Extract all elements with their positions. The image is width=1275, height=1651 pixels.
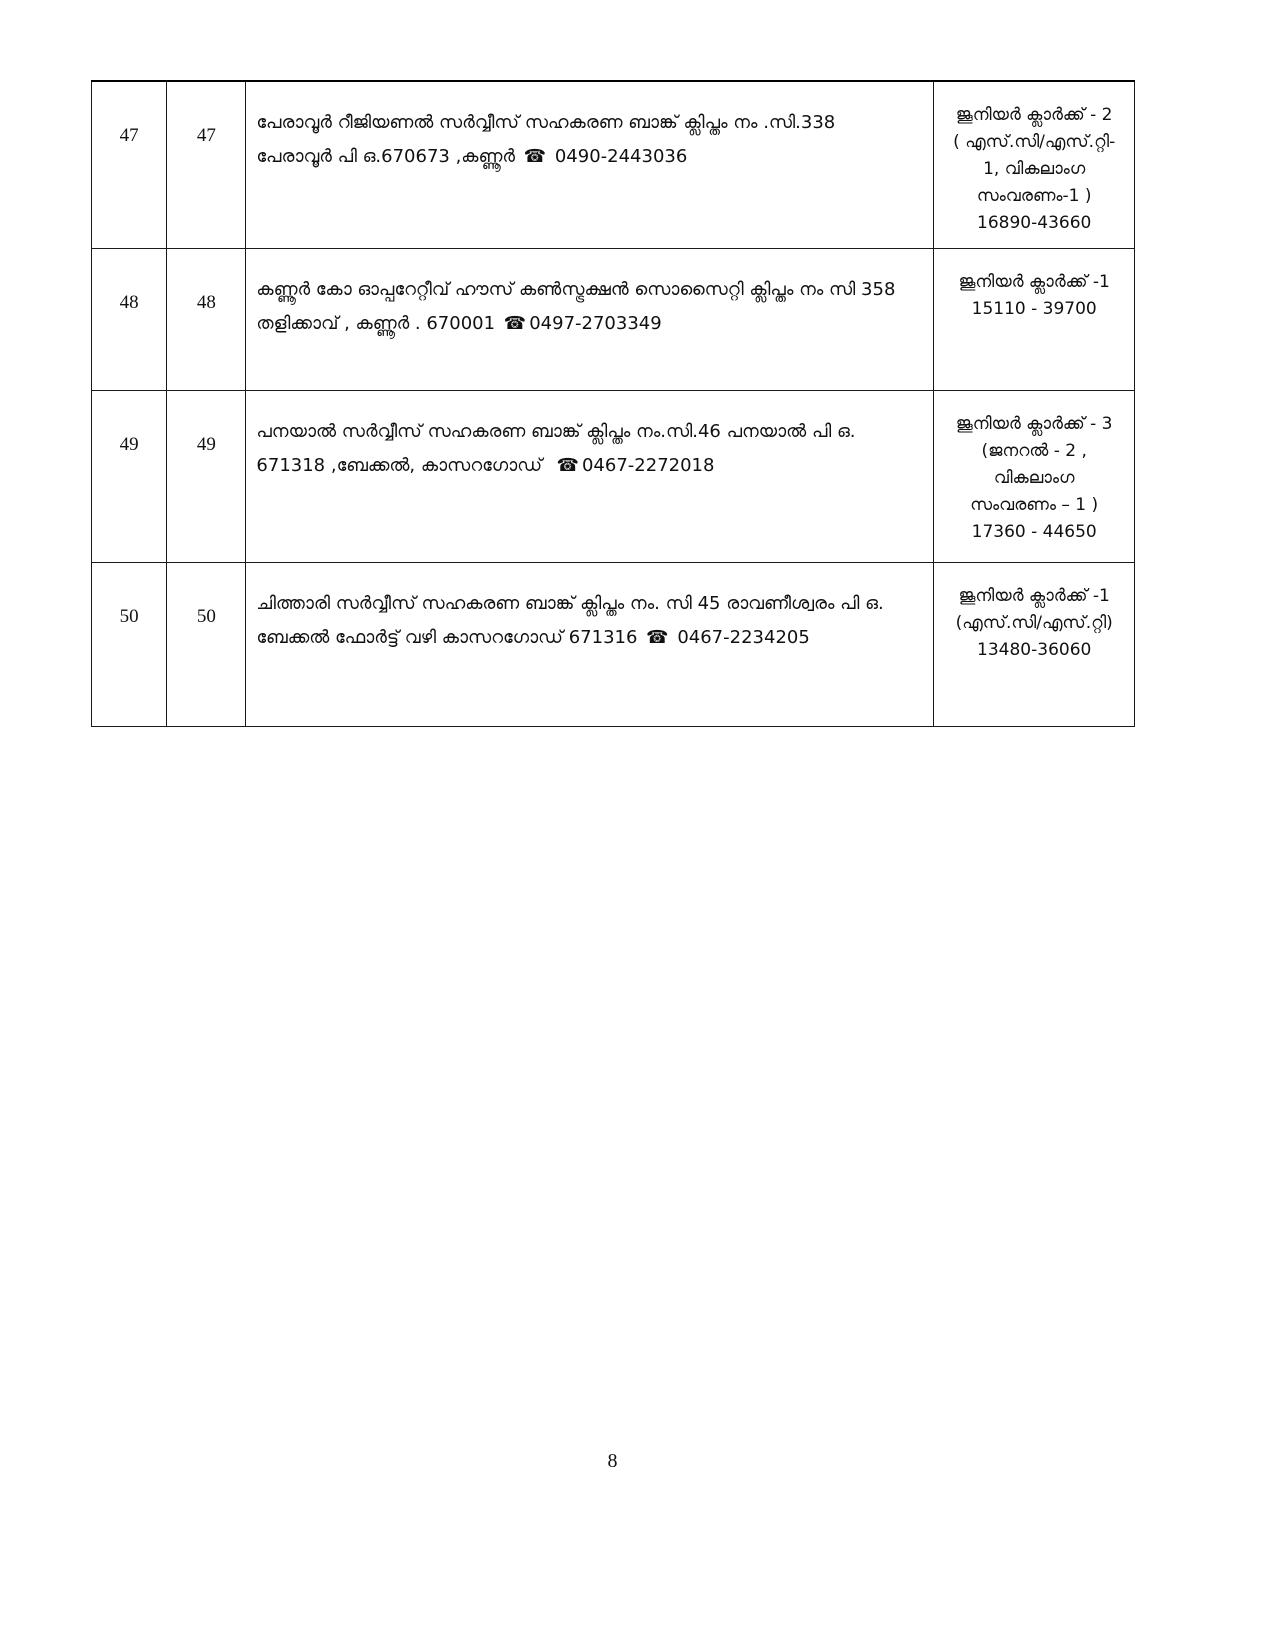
pay-scale: 15110 - 39700 — [971, 298, 1097, 319]
serial-number-cell: 48 — [92, 248, 167, 390]
serial-number-cell: 50 — [92, 562, 167, 726]
post-line: (എസ്.സി/എസ്.റ്റി) — [955, 612, 1113, 633]
item-number-cell: 49 — [167, 390, 246, 562]
society-address-cell — [246, 390, 934, 562]
serial-number-cell: 47 — [92, 81, 167, 248]
page-number: 8 — [607, 1450, 618, 1472]
telephone-icon: ☎ — [556, 454, 579, 476]
post-details-cell — [934, 562, 1135, 726]
phone-number: 0467-2234205 — [677, 626, 810, 648]
telephone-icon: ☎ — [523, 146, 547, 167]
post-details-cell — [934, 81, 1135, 248]
table-row — [92, 562, 1135, 726]
society-address — [256, 307, 921, 341]
pay-scale: 13480-36060 — [977, 639, 1092, 660]
post-line: ജൂനിയർ ക്ലാർക്ക് -1 — [958, 271, 1110, 292]
post-line: ജൂനിയർ ക്ലാർക്ക് - 3 — [955, 413, 1113, 434]
address-text: 671318 ,ബേക്കൽ, കാസറഗോഡ് — [256, 454, 543, 476]
society-address — [256, 621, 921, 655]
post-line: 1, വികലാംഗ — [983, 159, 1086, 179]
pay-scale: 16890-43660 — [977, 213, 1092, 233]
table-row — [92, 81, 1135, 248]
telephone-icon: ☎ — [503, 312, 527, 334]
post-line: വികലാംഗ — [993, 467, 1075, 488]
address-text: പേരാവൂർ പി ഒ.670673 ,കണ്ണൂർ — [256, 146, 515, 167]
post-line: ( എസ്.സി/എസ്.റ്റി- — [953, 132, 1116, 152]
society-address-cell — [246, 562, 934, 726]
society-address — [256, 449, 921, 483]
society-name: പേരാവൂർ റീജിയണൽ സർവ്വീസ് സഹകരണ ബാങ്ക് ക്ലിപ്തം നം .സി.338 — [256, 112, 836, 133]
address-text: ബേക്കൽ ഫോർട്ട് വഴി കാസറഗോഡ് 671316 — [256, 626, 638, 648]
society-name: ചിത്താരി സർവ്വീസ് സഹകരണ ബാങ്ക് ക്ലിപ്തം നം. സി 45 രാവണീശ്വരം പി ഒ. — [256, 592, 884, 614]
post-line: ജൂനിയർ ക്ലാർക്ക് -1 — [958, 585, 1110, 606]
table-row — [92, 248, 1135, 390]
post-details-cell — [934, 248, 1135, 390]
society-name: കണ്ണൂർ കോ ഓപ്പറേറ്റീവ് ഹൗസ് കൺസ്ട്രക്ഷൻ സൊസൈറ്റി ക്ലിപ്തം നം സി 358 — [256, 278, 896, 300]
item-number-cell: 47 — [167, 81, 246, 248]
post-line: ജൂനിയർ ക്ലാർക്ക് - 2 — [955, 105, 1113, 125]
society-address-cell — [246, 248, 934, 390]
post-details-cell — [934, 390, 1135, 562]
post-line: സംവരണം – 1 ) — [970, 494, 1099, 515]
item-number-cell: 50 — [167, 562, 246, 726]
post-line: സംവരണം-1 ) — [976, 186, 1092, 206]
society-address-cell — [246, 81, 934, 248]
phone-number: 0497-2703349 — [529, 312, 662, 334]
item-number-cell: 48 — [167, 248, 246, 390]
serial-number-cell: 49 — [92, 390, 167, 562]
pay-scale: 17360 - 44650 — [971, 521, 1097, 542]
table-row — [92, 390, 1135, 562]
phone-number: 0490-2443036 — [554, 146, 688, 167]
society-name: പനയാൽ സർവ്വീസ് സഹകരണ ബാങ്ക് ക്ലിപ്തം നം.സി.46 പനയാൽ പി ഒ. — [256, 420, 856, 442]
society-vacancy-table — [91, 80, 1135, 727]
society-address — [256, 140, 921, 174]
telephone-icon: ☎ — [646, 626, 669, 648]
post-line: (ജനറൽ - 2 , — [981, 440, 1087, 461]
phone-number: 0467-2272018 — [581, 454, 715, 476]
address-text: തളിക്കാവ് , കണ്ണൂർ . 670001 — [256, 312, 496, 334]
